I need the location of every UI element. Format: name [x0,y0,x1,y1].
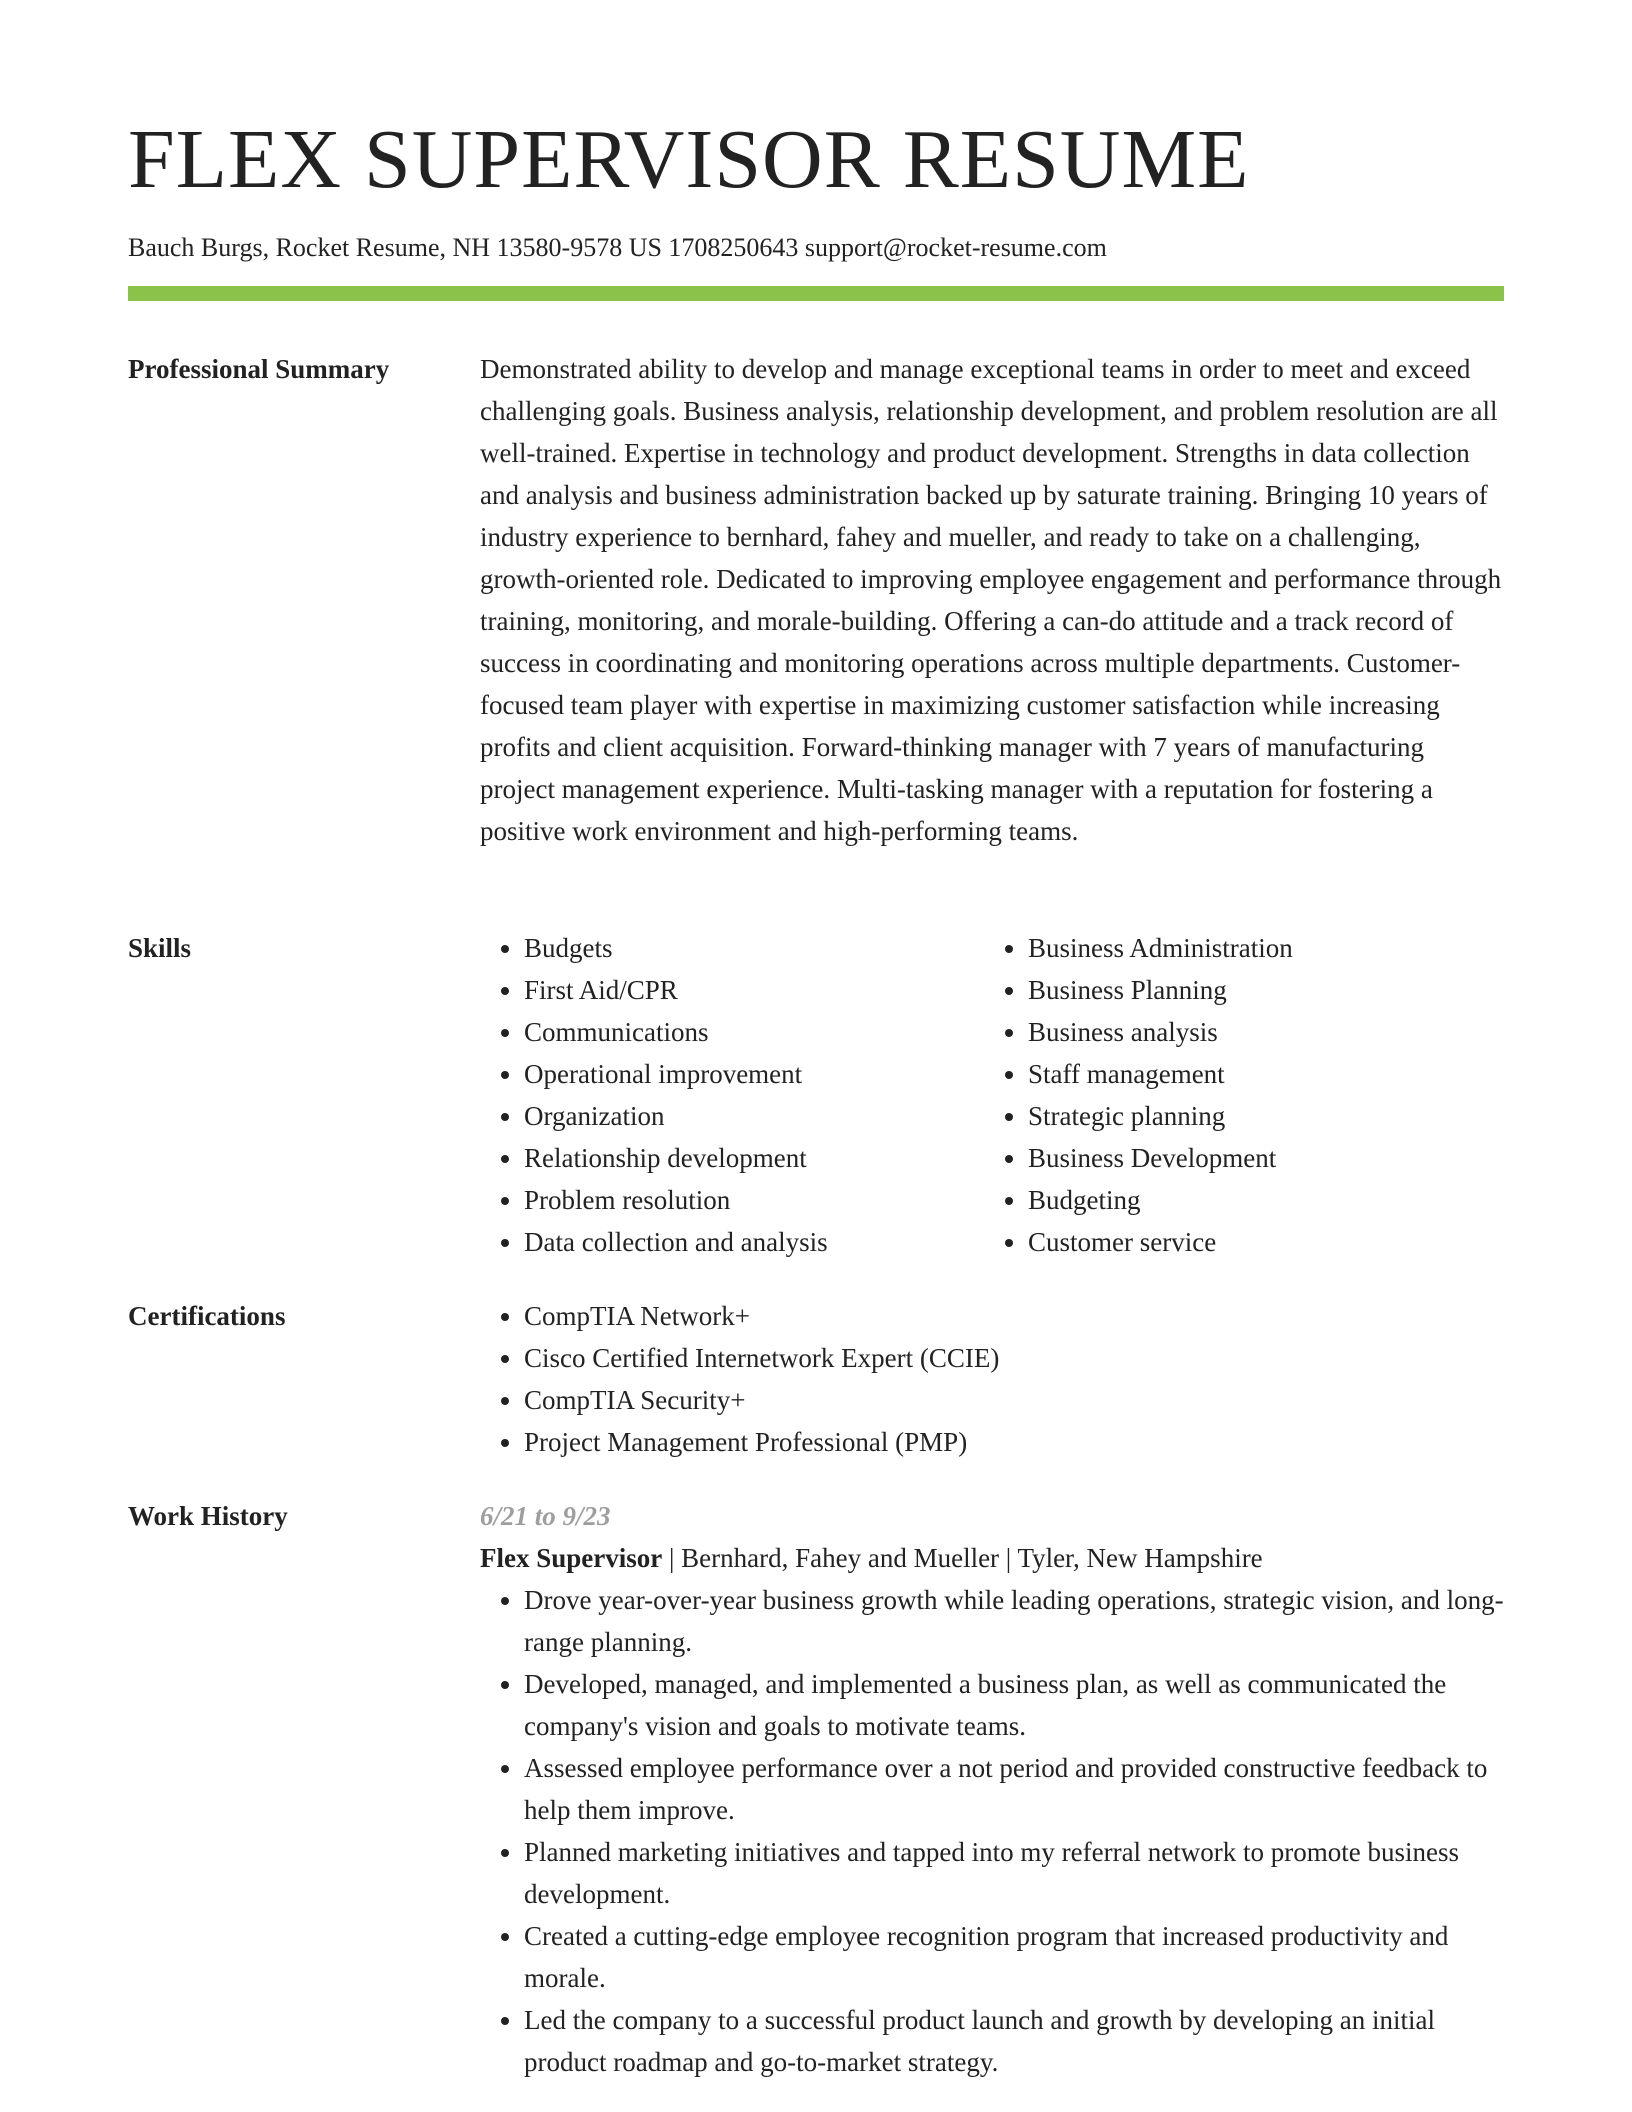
contact-info: Bauch Burgs, Rocket Resume, NH 13580-9578 US 1708250643 support@rocket-resume.com [128,233,1107,262]
list-item: • Data collection and analysis [524,1221,1024,1263]
list-item: • Business Planning [1028,969,1548,1011]
list-item: • Budgeting [1028,1179,1548,1221]
list-item: • Relationship development [524,1137,1024,1179]
page-title: FLEX SUPERVISOR RESUME [128,113,1250,206]
list-item: • Created a cutting-edge employee recognition program that increased productivity and morale. [524,1915,1504,1999]
skills-body [480,927,1504,1263]
list-item: • Planned marketing initiatives and tapped into my referral network to promote business development. [524,1831,1504,1915]
certifications-list [480,1295,1504,1463]
list-item: • Developed, managed, and implemented a business plan, as well as communicated the company's vision and goals to motivate teams. [524,1663,1504,1747]
list-item: • Budgets [524,927,1024,969]
certifications-body [480,1295,1504,1463]
skills-list-right [984,927,1548,1263]
skills-list-left [480,927,1024,1263]
header-divider [128,286,1504,301]
summary-label: Professional Summary [128,354,390,384]
list-item: • Assessed employee performance over a not period and provided constructive feedback to help them improve. [524,1747,1504,1831]
list-item: • Communications [524,1011,1024,1053]
list-item: • Operational improvement [524,1053,1024,1095]
job-bullets [480,1579,1504,2083]
list-item: • Business analysis [1028,1011,1548,1053]
work-history-label: Work History [128,1501,288,1531]
summary-text: Demonstrated ability to develop and manage exceptional teams in order to meet and exceed challenging goals. Business analysis, relationship development, and problem resolution are all well-trained. Expertise in technology and product development. Strengths in data collection and analysis and business administration backed up by saturate training. Bringing 10 years of industry experience to bernhard, fahey and mueller, and ready to take on a challenging, growth-oriented role. Dedicated to improving employee engagement and performance through training, monitoring, and morale-building. Offering a can-do attitude and a track record of success in coordinating and monitoring operations across multiple departments. Customer-focused team player with expertise in maximizing customer satisfaction while increasing profits and client acquisition. Forward-thinking manager with 7 years of manufacturing project management experience. Multi-tasking manager with a reputation for fostering a positive work environment and high-performing teams. [480,354,1502,846]
job-heading [480,1537,1504,1579]
work-history-body [480,1495,1504,2083]
list-item: • First Aid/CPR [524,969,1024,1011]
list-item: • Problem resolution [524,1179,1024,1221]
list-item: • Business Development [1028,1137,1548,1179]
list-item: • Project Management Professional (PMP) [524,1421,1504,1463]
summary-body [480,348,1504,852]
list-item: • CompTIA Security+ [524,1379,1504,1421]
list-item: • CompTIA Network+ [524,1295,1504,1337]
list-item: • Led the company to a successful product launch and growth by developing an initial product roadmap and go-to-market strategy. [524,1999,1504,2083]
list-item: • Customer service [1028,1221,1548,1263]
list-item: • Strategic planning [1028,1095,1548,1137]
job-employer-location: | Bernhard, Fahey and Mueller | Tyler, New Hampshire [662,1543,1263,1573]
certifications-label: Certifications [128,1301,286,1331]
skills-label: Skills [128,933,192,963]
job-title: Flex Supervisor [480,1543,663,1573]
list-item: • Drove year-over-year business growth while leading operations, strategic vision, and long-range planning. [524,1579,1504,1663]
job-dates: 6/21 to 9/23 [480,1501,611,1531]
list-item: • Cisco Certified Internetwork Expert (CCIE) [524,1337,1504,1379]
list-item: • Organization [524,1095,1024,1137]
list-item: • Staff management [1028,1053,1548,1095]
list-item: • Business Administration [1028,927,1548,969]
